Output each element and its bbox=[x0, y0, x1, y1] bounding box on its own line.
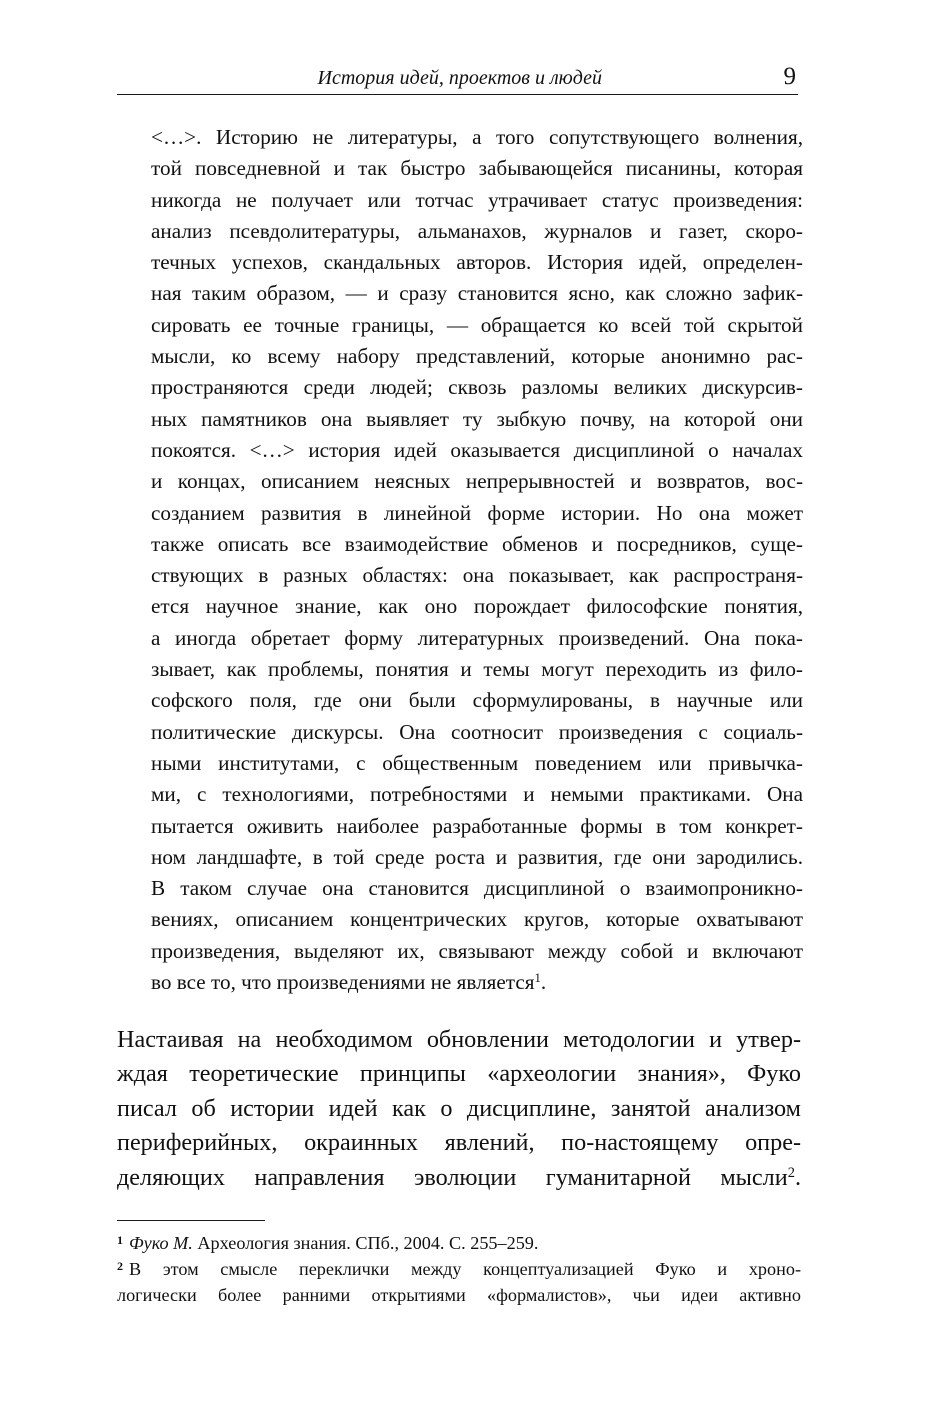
footnote-2-text: В этом смысле переклички между концептуализацией Фуко и хроно- bbox=[129, 1259, 801, 1279]
paragraph-line: Настаивая на необходимом обновлении методологии и утвер- bbox=[117, 1026, 801, 1053]
quote-line-text: во все то, что произведениями не является bbox=[151, 970, 535, 995]
quote-line: ется научное знание, как оно порождает философские понятия, bbox=[151, 594, 803, 619]
quote-line: созданием развития в линейной форме истории. Но она может bbox=[151, 500, 803, 525]
paragraph-line: ждая теоретические принципы «археологии знания», Фуко bbox=[117, 1060, 801, 1088]
quote-last-line bbox=[151, 967, 803, 998]
quote-line: той повседневной и так быстро забывающейся писанины, которая bbox=[151, 156, 803, 181]
quote-line: софского поля, где они были сформулированы, в научные или bbox=[151, 688, 803, 713]
footnote-1-number: 1 bbox=[117, 1232, 123, 1247]
footnote-2-line: логически более ранними открытиями «формалистов», чьи идеи активно bbox=[117, 1285, 801, 1305]
body-paragraph bbox=[117, 1023, 801, 1195]
quote-line: вениях, описанием концентрических кругов, которые охватывают bbox=[151, 907, 803, 932]
footnote-ref-2[interactable]: 2 bbox=[787, 1164, 795, 1181]
quote-line: мысли, ко всему набору представлений, которые анонимно рас- bbox=[151, 344, 803, 369]
quote-line: пытается оживить наиболее разработанные формы в том конкрет- bbox=[151, 813, 803, 838]
quote-line: зывает, как проблемы, понятия и темы могут переходить из фило- bbox=[151, 657, 803, 682]
footnote-1-author: Фуко М. bbox=[129, 1233, 193, 1253]
quote-line: ными институтами, с общественным поведением или привычка- bbox=[151, 750, 803, 775]
paragraph-line: периферийных, окраинных явлений, по-настоящему опре- bbox=[117, 1129, 801, 1157]
paragraph-line-text: деляющих направления эволюции гуманитарной мысли bbox=[117, 1163, 788, 1191]
block-quote bbox=[151, 122, 803, 998]
paragraph-line-end: . bbox=[794, 1163, 801, 1191]
quote-line: ми, с технологиями, потребностями и немыми практиками. Она bbox=[151, 782, 803, 807]
quote-line: сировать ее точные границы, — обращается ко всей той скрытой bbox=[151, 312, 803, 337]
quote-line: анализ псевдолитературы, альманахов, журналов и газет, скоро- bbox=[151, 218, 803, 243]
quote-line: пространяются среди людей; сквозь разломы великих дискурсив- bbox=[151, 375, 803, 400]
footnote-2-number: 2 bbox=[117, 1258, 123, 1273]
quote-line: ная таким образом, — и сразу становится ясно, как сложно зафик- bbox=[151, 281, 803, 306]
paragraph-last-line bbox=[117, 1161, 801, 1195]
footnote-1-text: Археология знания. СПб., 2004. С. 255–259. bbox=[192, 1233, 539, 1253]
quote-line: течных успехов, скандальных авторов. История идей, определен- bbox=[151, 250, 803, 275]
quote-line: ных памятников она выявляет ту зыбкую почву, на которой они bbox=[151, 406, 803, 431]
quote-line-end: . bbox=[540, 970, 547, 995]
quote-line: политические дискурсы. Она соотносит произведения с социаль- bbox=[151, 719, 803, 744]
running-title: История идей, проектов и людей bbox=[317, 67, 602, 89]
quote-line: никогда не получает или тотчас утрачивает статус произведения: bbox=[151, 187, 803, 212]
footnote-divider bbox=[117, 1220, 265, 1221]
quote-line: а иногда обретает форму литературных произведений. Она пока- bbox=[151, 625, 803, 650]
page-number: 9 bbox=[783, 63, 796, 90]
paragraph-line: писал об истории идей как о дисциплине, занятой анализом bbox=[117, 1094, 801, 1122]
quote-line: и концах, описанием неясных непрерывностей и возвратов, вос- bbox=[151, 469, 803, 494]
quote-line: ствующих в разных областях: она показывает, как распространя- bbox=[151, 563, 803, 588]
footnote-ref-1[interactable]: 1 bbox=[534, 971, 541, 986]
running-head bbox=[117, 62, 798, 95]
footnotes bbox=[117, 1226, 801, 1308]
quote-line: также описать все взаимодействие обменов и посредников, суще- bbox=[151, 531, 803, 556]
quote-line: покоятся. <…> история идей оказывается дисциплиной о началах bbox=[151, 437, 803, 462]
footnote-2-line bbox=[117, 1256, 801, 1282]
quote-line: <…>. Историю не литературы, а того сопутствующего волнения, bbox=[151, 125, 803, 149]
quote-line: ном ландшафте, в той среде роста и развития, где они зародились. bbox=[151, 844, 803, 869]
quote-line: В таком случае она становится дисциплиной о взаимопроникно- bbox=[151, 876, 803, 901]
footnote-1 bbox=[117, 1230, 801, 1256]
quote-line: произведения, выделяют их, связывают между собой и включают bbox=[151, 938, 803, 963]
